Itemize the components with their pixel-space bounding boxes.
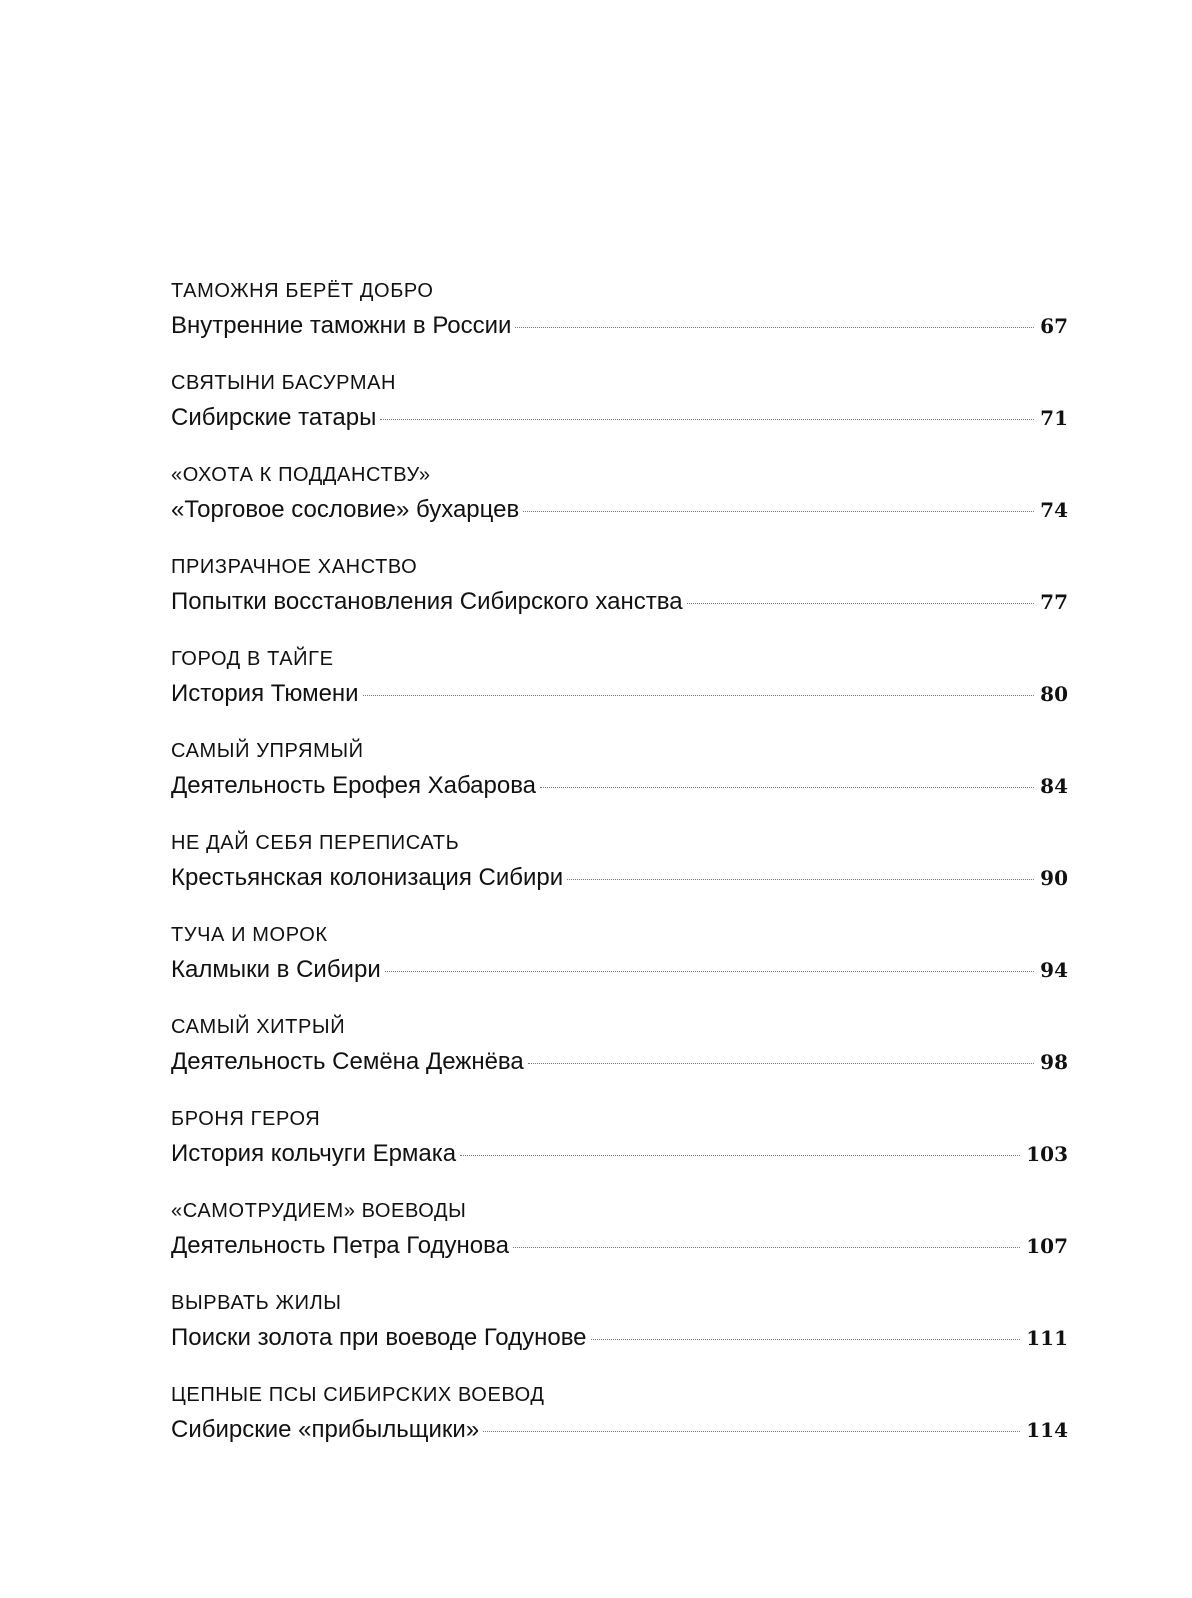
toc-entry — [171, 463, 1068, 555]
toc-entry-heading: «ОХОТА К ПОДДАНСТВУ» — [171, 464, 431, 486]
toc-entry-page-number: 103 — [1026, 1142, 1068, 1166]
dot-leader — [591, 1339, 1021, 1340]
toc-entry-line[interactable] — [171, 1229, 1068, 1263]
toc-entry-title: История Тюмени — [171, 680, 359, 707]
toc-entry-title: Калмыки в Сибири — [171, 956, 381, 983]
toc-entry-line[interactable] — [171, 861, 1068, 895]
dot-leader — [523, 511, 1034, 512]
toc-entry-title: Сибирские татары — [171, 404, 377, 431]
toc-entry-page-number: 77 — [1040, 590, 1068, 614]
toc-entry-title: Поиски золота при воеводе Годунове — [171, 1324, 587, 1351]
toc-entry-title: Сибирские «прибыльщики» — [171, 1416, 480, 1443]
toc-entry — [171, 923, 1068, 1015]
dot-leader — [385, 971, 1034, 972]
toc-entry-page-number: 80 — [1040, 682, 1068, 706]
toc-entry — [171, 1199, 1068, 1291]
toc-entry-page-number: 111 — [1026, 1326, 1068, 1350]
toc-entry-page-number: 74 — [1040, 498, 1068, 522]
toc-entry-page-number: 84 — [1040, 774, 1068, 798]
toc-entry-heading: ТАМОЖНЯ БЕРЁТ ДОБРО — [171, 280, 434, 302]
toc-entry-line[interactable] — [171, 677, 1068, 711]
toc-entry-title: Внутренние таможни в России — [171, 312, 512, 339]
dot-leader — [380, 419, 1034, 420]
toc-entry-line[interactable] — [171, 1321, 1068, 1355]
toc-entry-title: Деятельность Петра Годунова — [171, 1232, 509, 1259]
toc-entry-line[interactable] — [171, 769, 1068, 803]
toc-entry-title: Крестьянская колонизация Сибири — [171, 864, 564, 891]
dot-leader — [687, 603, 1035, 604]
toc-entry — [171, 371, 1068, 463]
toc-entry-title: История кольчуги Ермака — [171, 1140, 457, 1167]
dot-leader — [567, 879, 1034, 880]
dot-leader — [515, 327, 1034, 328]
toc-entry-line[interactable] — [171, 401, 1068, 435]
toc-entry — [171, 647, 1068, 739]
toc-entry — [171, 1383, 1068, 1475]
toc-entry-line[interactable] — [171, 1413, 1068, 1447]
toc-entry — [171, 831, 1068, 923]
toc-entry-heading: ВЫРВАТЬ ЖИЛЫ — [171, 1292, 342, 1314]
dot-leader — [528, 1063, 1034, 1064]
toc-entry-heading: ПРИЗРАЧНОЕ ХАНСТВО — [171, 556, 418, 578]
toc-entry-heading: БРОНЯ ГЕРОЯ — [171, 1108, 321, 1130]
dot-leader — [513, 1247, 1020, 1248]
toc-entry-line[interactable] — [171, 309, 1068, 343]
toc-entry — [171, 1015, 1068, 1107]
dot-leader — [363, 695, 1035, 696]
toc-entry-line[interactable] — [171, 585, 1068, 619]
toc-entry-line[interactable] — [171, 493, 1068, 527]
table-of-contents — [171, 279, 1068, 1475]
toc-entry-title: Деятельность Ерофея Хабарова — [171, 772, 537, 799]
toc-entry-title: Деятельность Семёна Дежнёва — [171, 1048, 524, 1075]
toc-entry — [171, 555, 1068, 647]
toc-entry-page-number: 94 — [1040, 958, 1068, 982]
toc-entry-heading: САМЫЙ ХИТРЫЙ — [171, 1016, 346, 1038]
toc-entry-page-number: 114 — [1026, 1418, 1068, 1442]
toc-entry — [171, 739, 1068, 831]
toc-entry-heading: ЦЕПНЫЕ ПСЫ СИБИРСКИХ ВОЕВОД — [171, 1384, 545, 1406]
toc-entry-title: «Торговое сословие» бухарцев — [171, 496, 520, 523]
toc-entry-heading: НЕ ДАЙ СЕБЯ ПЕРЕПИСАТЬ — [171, 832, 460, 854]
dot-leader — [483, 1431, 1020, 1432]
toc-entry-line[interactable] — [171, 1137, 1068, 1171]
toc-entry — [171, 1107, 1068, 1199]
toc-entry-line[interactable] — [171, 1045, 1068, 1079]
toc-entry-heading: ГОРОД В ТАЙГЕ — [171, 648, 334, 670]
toc-entry-title: Попытки восстановления Сибирского ханства — [171, 588, 683, 615]
toc-entry — [171, 1291, 1068, 1383]
toc-entry-page-number: 90 — [1040, 866, 1068, 890]
dot-leader — [460, 1155, 1020, 1156]
toc-entry-heading: «САМОТРУДИЕМ» ВОЕВОДЫ — [171, 1200, 467, 1222]
toc-entry-page-number: 67 — [1040, 314, 1068, 338]
toc-entry-page-number: 107 — [1026, 1234, 1068, 1258]
toc-entry-line[interactable] — [171, 953, 1068, 987]
dot-leader — [540, 787, 1034, 788]
toc-entry-page-number: 71 — [1040, 406, 1068, 430]
toc-entry-heading: ТУЧА И МОРОК — [171, 924, 328, 946]
toc-entry-heading: САМЫЙ УПРЯМЫЙ — [171, 740, 364, 762]
toc-entry-heading: СВЯТЫНИ БАСУРМАН — [171, 372, 397, 394]
toc-entry — [171, 279, 1068, 371]
toc-entry-page-number: 98 — [1040, 1050, 1068, 1074]
